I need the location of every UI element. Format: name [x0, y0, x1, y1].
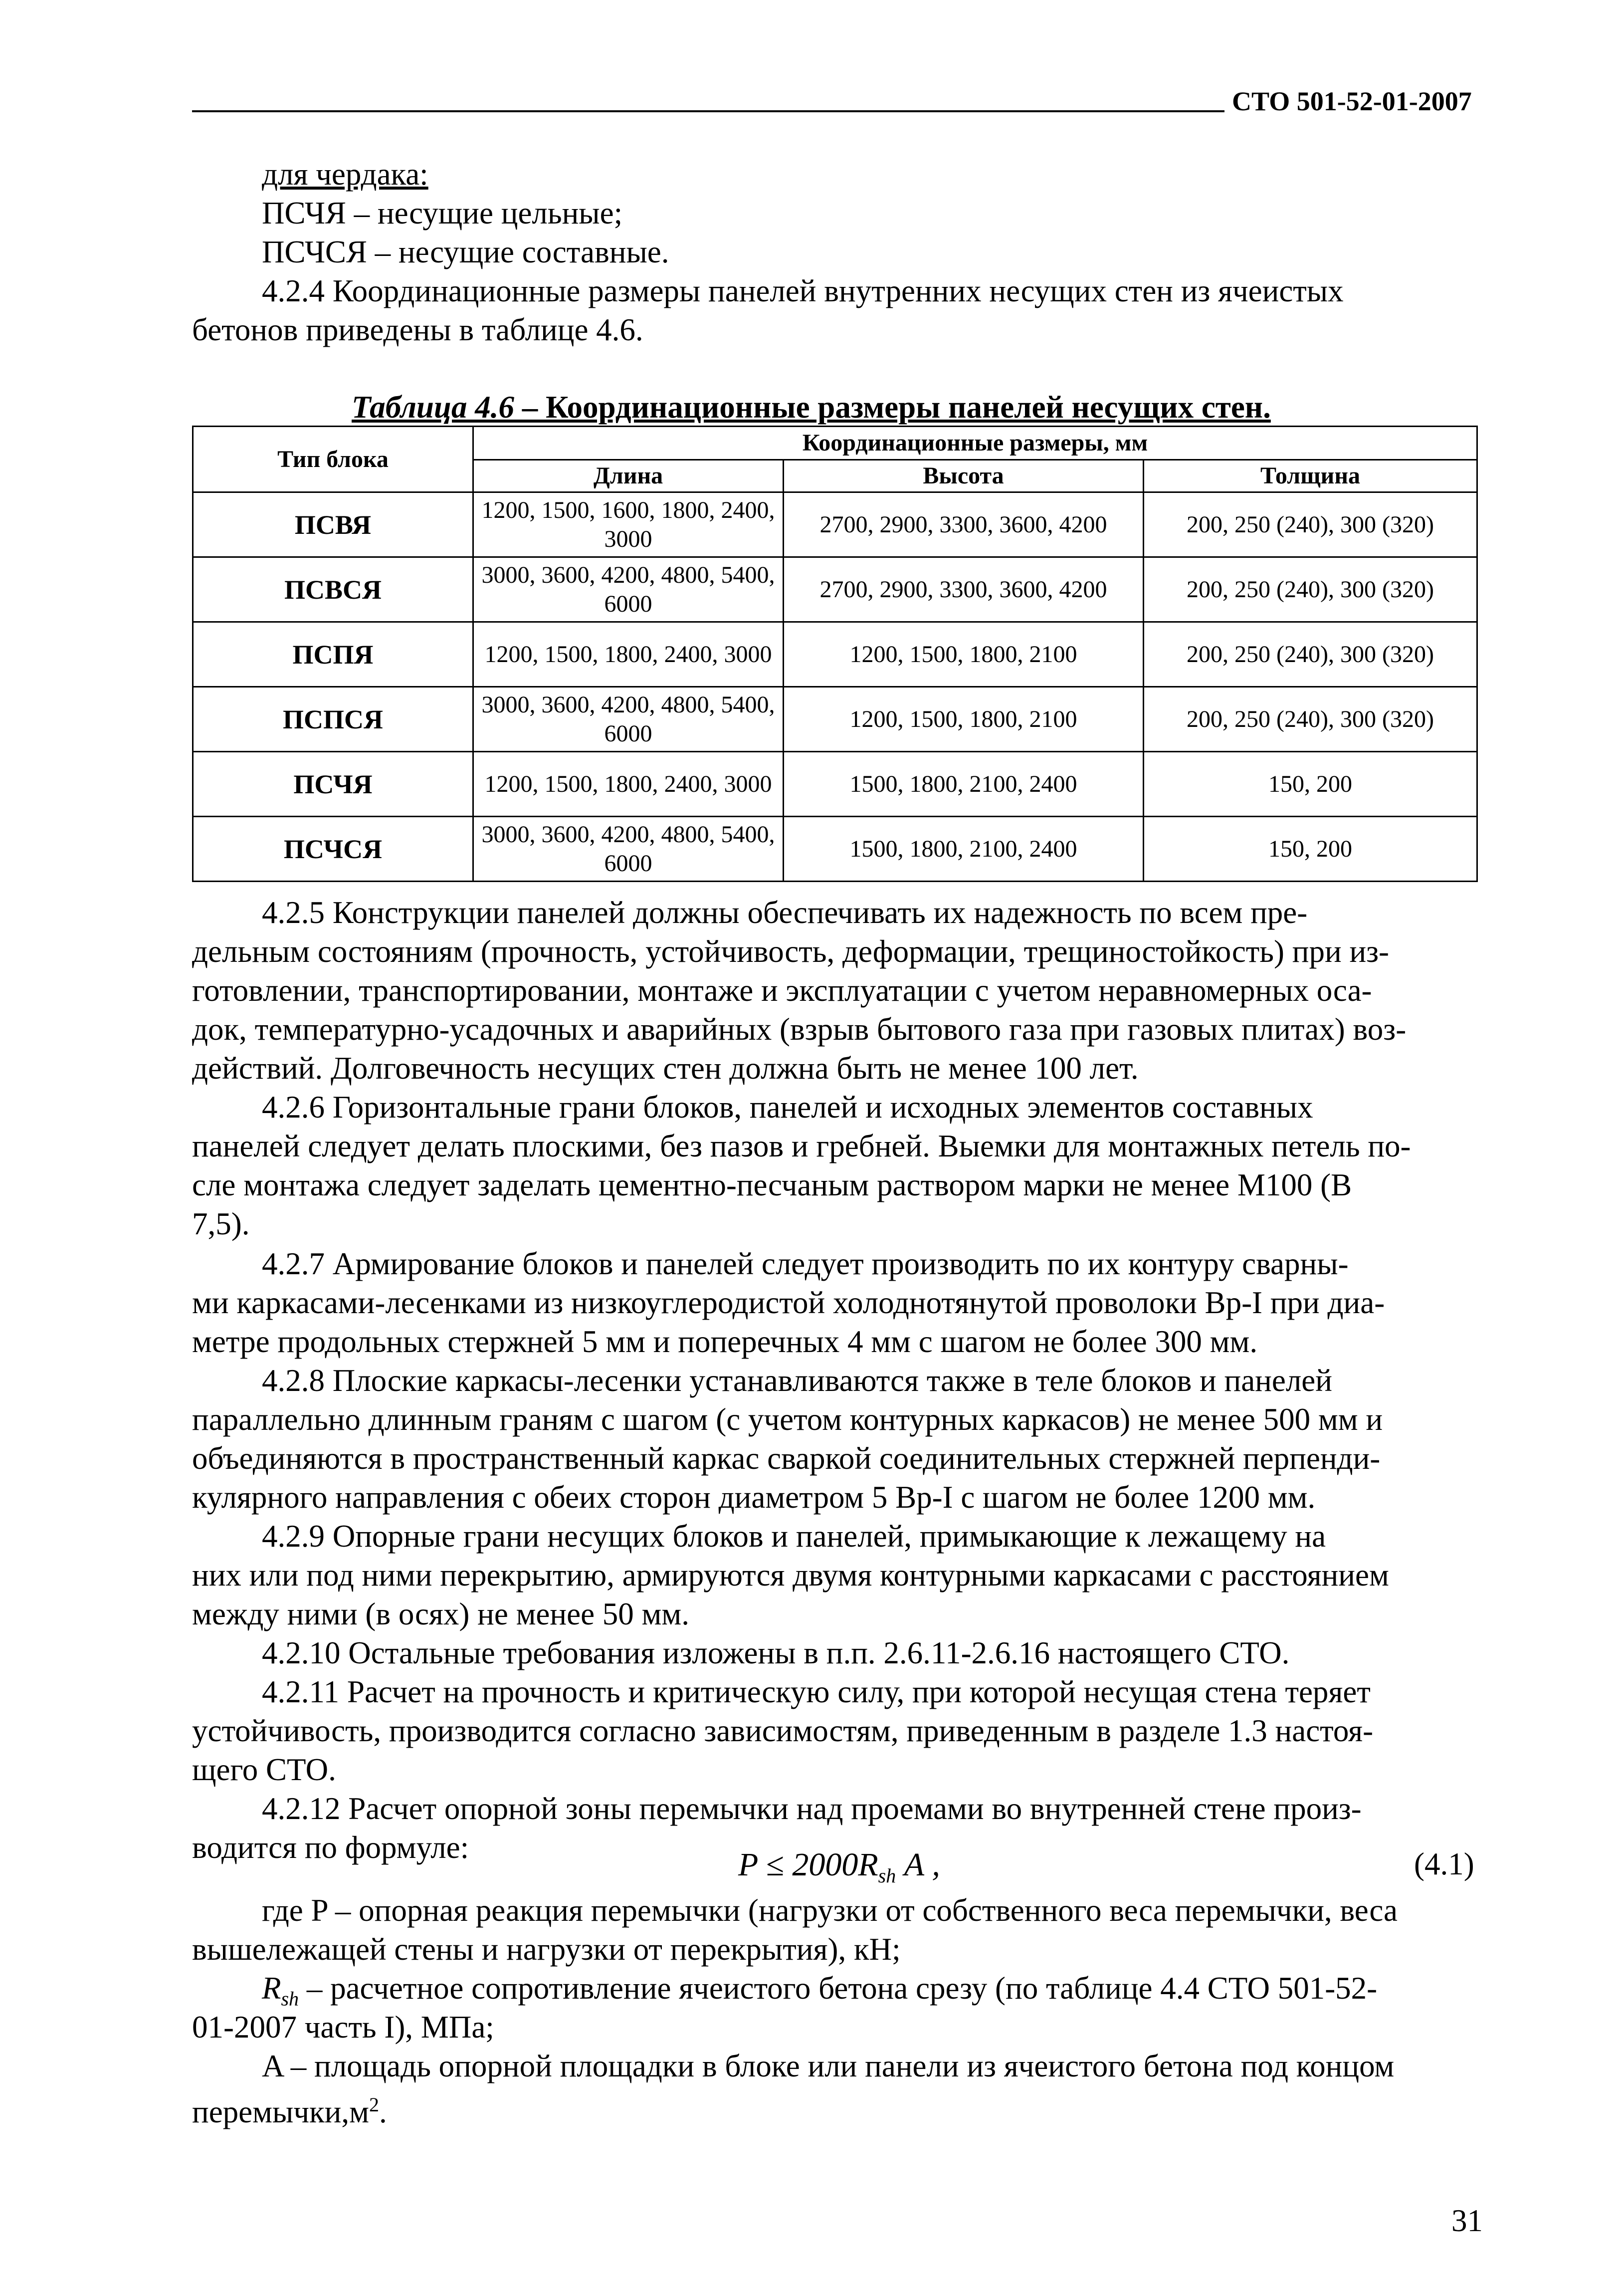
thickness-cell: 150, 200 [1144, 752, 1477, 817]
paragraph-line: панелей следует делать плоскими, без пазов и гребней. Выемки для монтажных петель по- [192, 1129, 1411, 1163]
paragraph-line: 4.2.4 Координационные размеры панелей внутренних несущих стен из ячеистых [262, 273, 1344, 308]
paragraph-line: 4.2.11 Расчет на прочность и критическую силу, при которой несущая стена теряет [262, 1674, 1371, 1709]
col-length-header: Длина [473, 460, 784, 492]
length-cell: 1200, 1500, 1800, 2400, 3000 [473, 752, 784, 817]
block-type: ПСЧЯ [193, 752, 473, 817]
paragraph-line: действий. Долговечность несущих стен должна быть не менее 100 лет. [192, 1051, 1139, 1086]
definition-line: 01-2007 часть I), МПа; [192, 2010, 494, 2045]
table-row [193, 557, 1477, 622]
definition-line: $R_{sh}$ – расчетное сопротивление ячеистого бетона срезу (по таблице 4.4 СТО 501-52- [262, 1971, 1378, 2010]
attic-label: для чердака: [262, 157, 428, 192]
definition-line: A – площадь опорной площадки в блоке или панели из ячеистого бетона под концом [262, 2049, 1395, 2083]
length-cell: 1200, 1500, 1800, 2400, 3000 [473, 622, 784, 687]
paragraph-line: бетонов приведены в таблице 4.6. [192, 312, 643, 347]
col-height-header: Высота [784, 460, 1144, 492]
paragraph-line: 4.2.7 Армирование блоков и панелей следует производить по их контуру сварны- [262, 1246, 1349, 1281]
paragraph-line: 4.2.9 Опорные грани несущих блоков и панелей, примыкающие к лежащему на [262, 1519, 1326, 1554]
paragraph-line: параллельно длинным граням с шагом (с учетом контурных каркасов) не менее 500 мм и [192, 1402, 1383, 1437]
height-cell: 2700, 2900, 3300, 3600, 4200 [784, 557, 1144, 622]
paragraph-line: готовлении, транспортировании, монтаже и эксплуатации с учетом неравномерных оса- [192, 973, 1372, 1008]
length-cell: 3000, 3600, 4200, 4800, 5400, 6000 [473, 687, 784, 752]
table-row [193, 687, 1477, 752]
definition-line: $перемычки,м^2$. [192, 2093, 387, 2129]
table-caption: Таблица 4.6 – Координационные размеры панелей несущих стен. [352, 390, 1271, 425]
paragraph-line: щего СТО. [192, 1752, 336, 1787]
thickness-cell: 150, 200 [1144, 817, 1477, 882]
list-item: ПСЧСЯ – несущие составные. [262, 234, 669, 269]
dimensions-table [192, 426, 1478, 882]
paragraph-line: 4.2.5 Конструкции панелей должны обеспечивать их надежность по всем пре- [262, 895, 1308, 930]
thickness-cell: 200, 250 (240), 300 (320) [1144, 622, 1477, 687]
formula: $P \le 2000R_{sh}$ A , [738, 1846, 940, 1887]
table-row [193, 817, 1477, 882]
block-type: ПСПСЯ [193, 687, 473, 752]
table-row [193, 492, 1477, 557]
length-cell: 1200, 1500, 1600, 1800, 2400, 3000 [473, 492, 784, 557]
definition-line: вышележащей стены и нагрузки от перекрытия), кН; [192, 1932, 901, 1967]
height-cell: 1200, 1500, 1800, 2100 [784, 687, 1144, 752]
paragraph-line: 4.2.6 Горизонтальные грани блоков, панелей и исходных элементов составных [262, 1090, 1313, 1125]
paragraph-line: ми каркасами-лесенками из низкоуглеродистой холоднотянутой проволоки Вр-I при диа- [192, 1285, 1385, 1320]
block-type: ПСВСЯ [193, 557, 473, 622]
paragraph-line: 4.2.12 Расчет опорной зоны перемычки над проемами во внутренней стене произ- [262, 1791, 1362, 1826]
thickness-cell: 200, 250 (240), 300 (320) [1144, 687, 1477, 752]
col-type-header: Тип блока [193, 427, 473, 492]
thickness-cell: 200, 250 (240), 300 (320) [1144, 557, 1477, 622]
length-cell: 3000, 3600, 4200, 4800, 5400, 6000 [473, 557, 784, 622]
definition-line: где P – опорная реакция перемычки (нагрузки от собственного веса перемычки, веса [262, 1893, 1398, 1928]
block-type: ПСПЯ [193, 622, 473, 687]
table-row [193, 622, 1477, 687]
group-header: Координационные размеры, мм [473, 427, 1477, 460]
formula-number: (4.1) [1414, 1846, 1474, 1881]
page-number: 31 [1451, 2203, 1483, 2238]
document-code: СТО 501-52-01-2007 [1232, 86, 1472, 116]
paragraph-line: дельным состояниям (прочность, устойчивость, деформации, трещиностойкость) при из- [192, 934, 1390, 969]
paragraph-line: водится по формуле: [192, 1830, 469, 1865]
paragraph-line: них или под ними перекрытию, армируются двумя контурными каркасами с расстоянием [192, 1558, 1389, 1593]
length-cell: 3000, 3600, 4200, 4800, 5400, 6000 [473, 817, 784, 882]
paragraph-line: док, температурно-усадочных и аварийных (взрыв бытового газа при газовых плитах) воз- [192, 1012, 1407, 1047]
block-type: ПСВЯ [193, 492, 473, 557]
paragraph-line: объединяются в пространственный каркас сваркой соединительных стержней перпенди- [192, 1441, 1381, 1476]
paragraph-line: 7,5). [192, 1206, 250, 1241]
paragraph-line: между ними (в осях) не менее 50 мм. [192, 1597, 690, 1631]
height-cell: 1200, 1500, 1800, 2100 [784, 622, 1144, 687]
paragraph-line: кулярного направления с обеих сторон диаметром 5 Вр-I с шагом не более 1200 мм. [192, 1480, 1316, 1515]
list-item: ПСЧЯ – несущие цельные; [262, 196, 623, 230]
table-row [193, 752, 1477, 817]
col-thickness-header: Толщина [1144, 460, 1477, 492]
height-cell: 2700, 2900, 3300, 3600, 4200 [784, 492, 1144, 557]
height-cell: 1500, 1800, 2100, 2400 [784, 752, 1144, 817]
thickness-cell: 200, 250 (240), 300 (320) [1144, 492, 1477, 557]
paragraph-line: сле монтажа следует заделать цементно-песчаным раствором марки не менее М100 (В [192, 1167, 1352, 1202]
paragraph-line: устойчивость, производится согласно зависимостям, приведенным в разделе 1.3 настоя- [192, 1713, 1374, 1748]
paragraph-line: 4.2.10 Остальные требования изложены в п.п. 2.6.11-2.6.16 настоящего СТО. [262, 1635, 1290, 1670]
block-type: ПСЧСЯ [193, 817, 473, 882]
height-cell: 1500, 1800, 2100, 2400 [784, 817, 1144, 882]
paragraph-line: метре продольных стержней 5 мм и поперечных 4 мм с шагом не более 300 мм. [192, 1324, 1258, 1359]
paragraph-line: 4.2.8 Плоские каркасы-лесенки устанавливаются также в теле блоков и панелей [262, 1363, 1332, 1398]
header-rule [192, 110, 1224, 112]
